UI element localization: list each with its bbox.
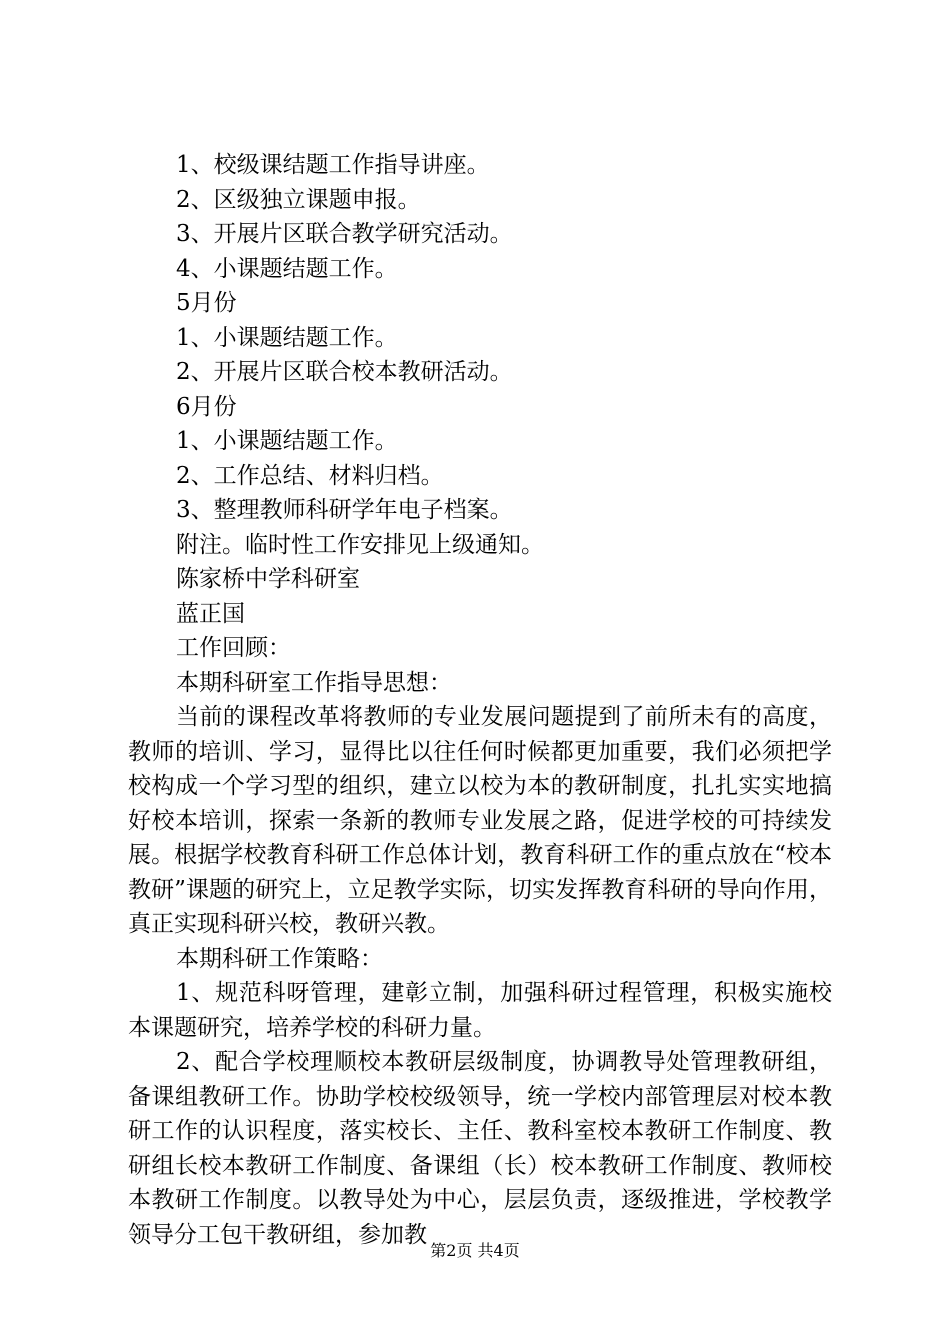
text-line: 3、开展片区联合教学研究活动。: [176, 221, 513, 247]
organization-name: 陈家桥中学科研室: [176, 566, 360, 592]
section-heading: 本期科研工作策略：: [176, 945, 383, 972]
text-line: 1、小课题结题工作。: [176, 324, 398, 351]
strategy-paragraph-2: 2、配合学校理顺校本教研层级制度，协调教导处管理教研组，备课组教研工作。协助学校校级领导，统一学校内部管理层对校本教研工作的认识程度，落实校长、主任、教科室校本教研工作制度、教研组长校本教研工作制度、备课组（长）校本教研工作制度、教师校本教研工作制度。以教导处为中心，层层负责，逐级推进，学校教学领导分工包干教研组，参加教: [128, 1049, 832, 1248]
note-line: 附注。临时性工作安排见上级通知。: [176, 531, 544, 558]
text-line: 1、校级课结题工作指导讲座。: [176, 152, 490, 178]
strategy-paragraph-1: 1、规范科呀管理，建彰立制，加强科研过程管理，积极实施校本课题研究，培养学校的科研力量。: [128, 980, 832, 1041]
text-line: 4、小课题结题工作。: [176, 255, 398, 282]
text-line: 2、工作总结、材料归档。: [176, 462, 444, 489]
text-line: 2、区级独立课题申报。: [176, 186, 421, 213]
page-number-footer: 第2页 共4页: [430, 1241, 520, 1260]
text-line: 3、整理教师科研学年电子档案。: [176, 497, 513, 523]
text-line: 2、开展片区联合校本教研活动。: [176, 359, 513, 385]
month-heading: 5月份: [176, 290, 237, 316]
text-line: 1、小课题结题工作。: [176, 428, 398, 454]
document-body: [128, 148, 832, 1252]
section-heading: 工作回顾：: [176, 635, 291, 661]
author-name: 蓝正国: [176, 600, 245, 627]
section-heading: 本期科研室工作指导思想：: [176, 669, 452, 696]
month-heading: 6月份: [176, 393, 237, 420]
guiding-thought-paragraph: 当前的课程改革将教师的专业发展问题提到了前所未有的高度，教师的培训、学习，显得比以往任何时候都更加重要，我们必须把学校构成一个学习型的组织，建立以校为本的教研制度，扎扎实实地搞好校本培训，探索一条新的教师专业发展之路，促进学校的可持续发展。根据学校教育科研工作总体计划，教育科研工作的重点放在“校本教研”课题的研究上，立足教学实际，切实发挥教育科研的导向作用，真正实现科研兴校，教研兴教。: [128, 704, 832, 937]
